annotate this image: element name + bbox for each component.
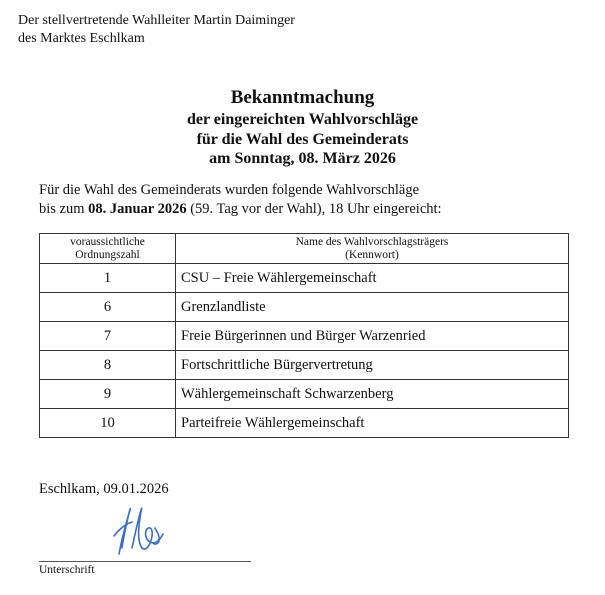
row-name: Wählergemeinschaft Schwarzenberg (176, 380, 569, 409)
column-header-number-line-1: voraussichtliche (70, 235, 145, 248)
intro-line-1: Für die Wahl des Gemeinderats wurden folgende Wahlvorschläge (39, 182, 420, 198)
table-row (40, 409, 569, 438)
table-row (40, 351, 569, 380)
sender-block (18, 12, 295, 48)
row-name: Parteifreie Wählergemeinschaft (176, 409, 569, 438)
table-row (40, 322, 569, 351)
announcement-subtitle-3: am Sonntag, 08. März 2026 (209, 150, 396, 167)
row-name: Grenzlandliste (176, 293, 569, 322)
column-header-name-line-2: (Kennwort) (345, 248, 399, 261)
row-number: 6 (40, 293, 176, 322)
column-header-name-line-1: Name des Wahlvorschlagsträgers (295, 235, 449, 248)
intro-prefix: bis zum (39, 200, 89, 217)
column-header-name (176, 234, 569, 264)
announcement-subtitle-1: der eingereichten Wahlvorschläge (186, 111, 419, 128)
row-name: CSU – Freie Wählergemeinschaft (176, 264, 569, 293)
intro-suffix: (59. Tag vor der Wahl), 18 Uhr eingereicht: (186, 200, 442, 217)
table-header-row (40, 234, 569, 264)
row-name: Fortschrittliche Bürgervertretung (176, 351, 569, 380)
row-number: 10 (40, 409, 176, 438)
sender-line-2: des Marktes Eschlkam (18, 31, 145, 46)
row-name: Freie Bürgerinnen und Bürger Warzenried (176, 322, 569, 351)
row-number: 7 (40, 322, 176, 351)
signature-label: Unterschrift (39, 564, 95, 576)
proposals-table (39, 233, 569, 438)
table-row (40, 293, 569, 322)
announcement-title: Bekanntmachung (230, 87, 375, 108)
row-number: 8 (40, 351, 176, 380)
row-number: 1 (40, 264, 176, 293)
announcement-title-block (0, 86, 605, 169)
column-header-number (40, 234, 176, 264)
handwritten-signature (110, 498, 180, 563)
table-row (40, 380, 569, 409)
place-and-date: Eschlkam, 09.01.2026 (39, 481, 169, 497)
column-header-number-line-2: Ordnungszahl (75, 248, 140, 261)
announcement-subtitle-2: für die Wahl des Gemeinderats (196, 130, 409, 148)
table-row (40, 264, 569, 293)
intro-line-2 (39, 200, 589, 219)
intro-paragraph (39, 181, 589, 218)
sender-line-1: Der stellvertretende Wahlleiter Martin Daiminger (18, 13, 295, 28)
signature-line (39, 561, 251, 562)
row-number: 9 (40, 380, 176, 409)
deadline-date: 08. Januar 2026 (88, 200, 187, 217)
